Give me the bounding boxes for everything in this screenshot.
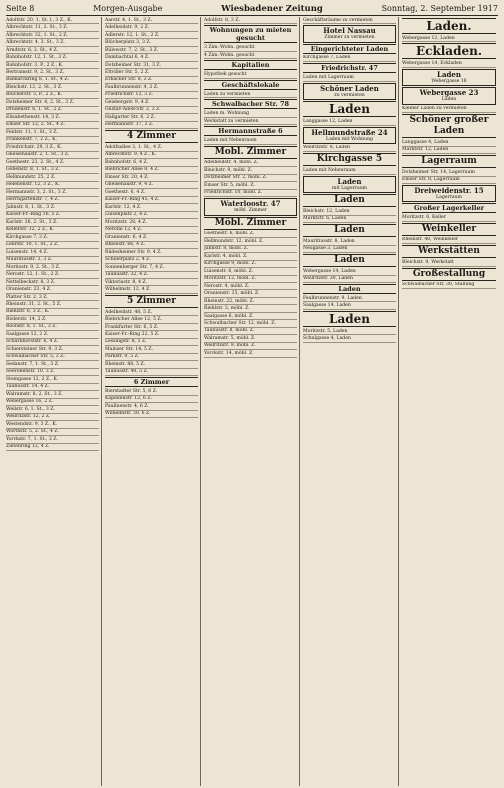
section-heading: Mobl. Zimmer: [204, 146, 297, 159]
classified-ad: Nettelbeckstr. 8, 3 Z.: [6, 279, 99, 286]
section-heading: Lagerraum: [402, 155, 496, 168]
classified-ad: Moritzstr. 5, Laden: [303, 328, 396, 335]
classified-ad: Kaiser-Fr.-Ring 45, 4 Z.: [105, 197, 198, 204]
classified-ad: Platter Str. 2, 3 Z.: [6, 294, 99, 301]
classified-ad: Herrngartenstr. 7, 4 Z.: [6, 197, 99, 204]
section-heading: Schöner großer Laden: [402, 114, 496, 138]
box-subtitle: mit Lagerraum: [331, 185, 368, 191]
classified-ad: Eltviller Str. 5, 2 Z.: [105, 69, 198, 76]
classified-ad: Erbacher Str. 8, 3 Z.: [105, 77, 198, 84]
section-heading: Laden: [303, 311, 396, 327]
section-heading: Laden.: [402, 18, 496, 34]
classified-ad: Albrechtstr. 32, 1. St., 2 Z.: [6, 32, 99, 39]
classified-ad: Bierstadter Str. 5, 6 Z.: [105, 388, 198, 395]
box-subtitle: Lagerraum: [436, 194, 462, 200]
classified-ad: Rheinstr. 88, 5 Z.: [105, 361, 198, 368]
ad-column: [303, 17, 399, 786]
classified-ad: Kaiser-Fr.-Ring 22, 5 Z.: [105, 331, 198, 338]
classified-ad: Blücherstr. 5, P., 2 Z., K.: [6, 92, 99, 99]
classified-ad: Oranienstr. 23, 4 Z.: [6, 286, 99, 293]
classified-ad: Schwalbacher Str. 5, 2 Z.: [6, 354, 99, 361]
classified-ad: Hallgarter Str. 6, 2 Z.: [105, 114, 198, 121]
classified-ad: Moritzstr. 6, Keller: [402, 214, 496, 221]
classified-ad: Hellmundstr. 25, 2 Z.: [6, 174, 99, 181]
classified-ad: Jahnstr. 8, möbl. Z.: [204, 246, 297, 253]
classified-ad: Webergasse 14, Eckladen: [402, 60, 496, 67]
classified-ad: Kirchgasse 9, möbl. Z.: [204, 261, 297, 268]
classified-ad: Moritzstr. 12, möbl. Z.: [204, 276, 297, 283]
classified-ad: Paulinenstr. 4, 6 Z.: [105, 403, 198, 410]
classified-ad: Jahnstr. 6, 1. St., 3 Z.: [6, 204, 99, 211]
section-heading: Schwalbacher Str. 78: [204, 99, 297, 109]
section-heading: Kirchgasse 5: [303, 153, 396, 166]
classified-ad: Sonnenberger Str. 7, 4 Z.: [105, 264, 198, 271]
classified-ad: Kapellenstr. 12, 6 Z.: [105, 396, 198, 403]
section-heading: Hermannstraße 6: [204, 126, 297, 136]
classified-ad: Göbenstr. 8, 1. St., 3 Z.: [6, 167, 99, 174]
classified-ad: Webergasse 16, 2 Z.: [6, 399, 99, 406]
classified-ad: Bleichstr. 12, Laden: [303, 208, 396, 215]
page-label: Seite 8: [6, 4, 35, 13]
section-heading: Eckladen.: [402, 43, 496, 59]
classified-ad: Luisenstr. 14, 4 Z.: [6, 249, 99, 256]
classified-ad: Kleiner Laden zu vermieten: [402, 106, 496, 113]
classified-ad: Sedanstr. 7, 1. St., 3 Z.: [6, 361, 99, 368]
classified-ad: Hermannstr. 17, 3 Z.: [105, 122, 198, 129]
classified-ad: Schwalbacher Str. 30, Stallung: [402, 282, 496, 289]
section-heading: 4 Zimmer: [105, 130, 198, 143]
classified-ad: Dotzheimer Str. 14, Lagerraum: [402, 169, 496, 176]
classified-ad: Adolfstr. 8, 3 Z.: [204, 17, 297, 24]
classified-ad: Geisbergstr. 9, 4 Z.: [105, 99, 198, 106]
classified-ad: Goethestr. 6, 4 Z.: [105, 189, 198, 196]
classified-ad: Saalgasse 14, Laden: [303, 302, 396, 309]
classified-ad: Emser Str. 20, 4 Z.: [105, 174, 198, 181]
classified-ad: Bertramstr. 9, 2. St., 3 Z.: [6, 69, 99, 76]
classified-ad: Werkstatt zu vermieten: [204, 118, 297, 125]
classified-ad: Hypothek gesucht: [204, 71, 297, 78]
classified-ad: Adelheidstr. 4, möbl. Z.: [204, 160, 297, 167]
classified-ad: Laden mit Nebenraum: [204, 137, 297, 144]
classified-ad: 4 Zim.-Wohn. gesucht: [204, 52, 297, 59]
classified-ad: Schulgasse 4, Laden: [303, 335, 396, 342]
classified-ad: Wellritzstr. 8, Laden: [303, 145, 396, 152]
classified-ad: Emser Str. 8, Lagerraum: [402, 177, 496, 184]
classified-ad: Scharnhorststr. 6, 4 Z.: [6, 339, 99, 346]
classified-ad: Walramstr. 8, 2. St., 3 Z.: [6, 391, 99, 398]
classified-ad: Webergasse 12, Laden: [402, 35, 496, 42]
classified-ad: Gustav-Adolf-Str. 2, 3 Z.: [105, 107, 198, 114]
box-title: Hotel Nassau: [323, 26, 376, 36]
ad-column: [105, 17, 201, 786]
classified-ad: Emser Str. 12, 2. St., 4 Z.: [6, 122, 99, 129]
box-title: Webergasse 23: [419, 88, 479, 98]
classified-ad: Bleichstr. 9, Werkstatt: [402, 259, 496, 266]
box-title: Laden: [337, 176, 362, 186]
classified-ad: Riehlstr. 6, 3 Z., K.: [6, 309, 99, 316]
section-heading: Werkstätten: [402, 245, 496, 258]
classified-ad: Karlstr. 4, möbl. Z.: [204, 253, 297, 260]
section-heading: Großer Lagerkeller: [402, 203, 496, 213]
section-heading: Friedrichstr. 47: [303, 63, 396, 73]
classified-ad: Feldstr. 11, 1. St., 3 Z.: [6, 129, 99, 136]
classified-ad: Mauritiusstr. 8, Laden: [303, 238, 396, 245]
classified-ad: Nerostr. 12, 1. St., 2 Z.: [6, 271, 99, 278]
classified-ad: Friedrichstr. 29, 3 Z., K.: [6, 144, 99, 151]
classified-ad: Bleichstr. 12, 2. St., 3 Z.: [6, 84, 99, 91]
classified-ad: Dotzheimer Str. 31, 3 Z.: [105, 62, 198, 69]
classified-ad: Oranienstr. 15, möbl. Z.: [204, 290, 297, 297]
classified-ad: Luisenplatz 2, 4 Z.: [105, 212, 198, 219]
classified-ad: Nerostr. 4, möbl. Z.: [204, 283, 297, 290]
section-heading: Großestallung: [402, 268, 496, 281]
box-subtitle: Zimmer zu vermieten: [324, 35, 375, 41]
classified-ad: Bahnhofstr. 12, 1. St., 3 Z.: [6, 54, 99, 61]
classified-ad: Schiersteiner Str. 9, 3 Z.: [6, 346, 99, 353]
ad-column: [402, 17, 498, 786]
classified-ad: Marktstr. 6, Laden: [303, 216, 396, 223]
classified-ad: Laden mit Lagerraum: [303, 74, 396, 81]
classified-ad: Marktstr. 12, Laden: [402, 147, 496, 154]
box-title: Hellmundstraße 24: [311, 127, 388, 137]
section-heading: Laden: [303, 224, 396, 237]
classified-ad: Bismarckring 8, 1. St., 4 Z.: [6, 77, 99, 84]
section-heading: Weinkeller: [402, 223, 496, 236]
classified-ad: Albrechtstr. 4, 3. St., 3 Z.: [6, 39, 99, 46]
classified-ad: Wellritzstr. 9, möbl. Z.: [204, 343, 297, 350]
section-heading: Wohnungen zu mieten gesucht: [204, 25, 297, 43]
classified-ad: Steingasse 12, 2 Z., K.: [6, 376, 99, 383]
box-title: Waterloostr. 47: [220, 199, 281, 209]
newspaper-title: Wiesbadener Zeitung: [221, 4, 323, 14]
box-subtitle: zu vermieten: [334, 92, 365, 98]
classified-ad: Dotzheimer Str. 8, 2. St., 3 Z.: [6, 99, 99, 106]
classified-ad: Geschäftsräume zu vermieten: [303, 17, 396, 24]
classified-ad: Hermannstr. 3, 2. St., 3 Z.: [6, 189, 99, 196]
classified-ad: Kirchgasse 7, Laden: [303, 55, 396, 62]
classified-ad: Aarstr. 4, 1. St., 3 Z.: [105, 17, 198, 24]
box-title: Laden: [437, 69, 461, 79]
classified-ad: Westendstr. 9, 3 Z., K.: [6, 421, 99, 428]
classified-ad: Yorckstr. 14, möbl. Z.: [204, 350, 297, 357]
ad-column: [6, 17, 102, 786]
classified-ad: Bahnhofstr. 6, 4 Z.: [105, 159, 198, 166]
classified-ad: Dambachtal 6, 4 Z.: [105, 54, 198, 61]
classified-ad: Luisenstr. 6, möbl. Z.: [204, 268, 297, 275]
classified-ad: Moritzstr. 9, 2. St., 3 Z.: [6, 264, 99, 271]
classified-ad: Goethestr. 23, 2. St., 4 Z.: [6, 159, 99, 166]
classified-ad: Adelheidstr. 48, 5 Z.: [105, 309, 198, 316]
classified-ad: Saalgasse 12, 2 Z.: [6, 331, 99, 338]
classified-ad: Langgasse 12, Laden: [303, 118, 396, 125]
classified-ad: Bleichstr. 9, möbl. Z.: [204, 167, 297, 174]
classified-ad: Neugasse 3, Laden: [303, 246, 396, 253]
classified-ad: Yorckstr. 7, 1. St., 3 Z.: [6, 436, 99, 443]
section-heading: 5 Zimmer: [105, 295, 198, 308]
classified-ad: Emser Str. 5, möbl. Z.: [204, 182, 297, 189]
classified-ad: Karlstr. 12, 4 Z.: [105, 204, 198, 211]
classified-ad: Kaiser-Fr.-Ring 16, 5 Z.: [6, 212, 99, 219]
issue-date: Sonntag, 2. September 1917: [381, 4, 498, 13]
classified-ad: Albrechtstr. 11, 2. St., 3 Z.: [6, 24, 99, 31]
boxed-advertisement: [303, 176, 396, 193]
section-heading: Möbl. Zimmer: [204, 217, 297, 230]
classified-ad: Adolfsallee 3, 1. St., 4 Z.: [105, 144, 198, 151]
classified-ad: Roonstr. 8, 1. St., 3 Z.: [6, 324, 99, 331]
classified-ad: Langgasse 4, Laden: [402, 139, 496, 146]
boxed-advertisement: [303, 127, 396, 144]
boxed-advertisement: [303, 25, 396, 42]
classified-ad: Röderstr. 14, 2 Z.: [6, 316, 99, 323]
classified-ad: Wilhelmstr. 12, 4 Z.: [105, 286, 198, 293]
classified-ad: Rheinstr. 40, Weinkeller: [402, 237, 496, 244]
masthead: [6, 3, 498, 16]
classified-ad: Taunusstr. 40, 5 Z.: [105, 369, 198, 376]
section-heading: Laden: [303, 194, 396, 207]
classified-ad: Lessingstr. 8, 5 Z.: [105, 339, 198, 346]
classified-ad: Taunusstr. 32, 4 Z.: [105, 272, 198, 279]
box-title: Dreiweidenstr. 15: [414, 185, 484, 195]
classified-ad: Riehlstr. 3, möbl. Z.: [204, 305, 297, 312]
classified-ad: Weilstr. 6, 1. St., 3 Z.: [6, 406, 99, 413]
classified-ad: Elisabethenstr. 14, 3 Z.: [6, 114, 99, 121]
box-subtitle: Webergasse 16: [431, 78, 467, 84]
classified-ad: Laden zu vermieten: [204, 91, 297, 98]
classified-ad: Schillerplatz 2, 4 Z.: [105, 257, 198, 264]
classified-ad: Taunusstr. 14, 4 Z.: [6, 384, 99, 391]
classified-ad: Adelheidstr. 9, 2 Z.: [105, 24, 198, 31]
boxed-advertisement: [402, 69, 496, 86]
classified-ad: Friedrichstr. 10, möbl. Z.: [204, 190, 297, 197]
box-subtitle: Laden mit Wohnung: [326, 136, 373, 142]
classified-ad: Kirchgasse 7, 3 Z.: [6, 234, 99, 241]
classified-ad: Nerotal 12, 4 Z.: [105, 227, 198, 234]
ad-column: [204, 17, 300, 786]
classified-ad: Taunusstr. 8, möbl. Z.: [204, 328, 297, 335]
section-heading: Laden: [303, 101, 396, 117]
boxed-advertisement: [303, 83, 396, 100]
box-subtitle: Laden: [441, 97, 457, 103]
classified-ad: Hellmundstr. 12, möbl. Z.: [204, 238, 297, 245]
classified-ad: Bahnhofstr. 3, P., 2 Z., K.: [6, 62, 99, 69]
boxed-advertisement: [204, 198, 297, 215]
classified-ad: Saalgasse 6, möbl. Z.: [204, 313, 297, 320]
classified-ad: Rheinstr. 22, möbl. Z.: [204, 298, 297, 305]
box-subtitle: möbl. Zimmer: [234, 208, 267, 214]
section-heading: Geschäftslokale: [204, 80, 297, 90]
classified-ad: Wilhelmstr. 30, 6 Z.: [105, 411, 198, 418]
classified-ad: Kellerstr. 12, 2 Z., K.: [6, 227, 99, 234]
classified-ad: Frankfurter Str. 6, 5 Z.: [105, 324, 198, 331]
classified-ad: Drudenstr. 6, 1. St., 2 Z.: [6, 107, 99, 114]
classified-ad: Gneisenaustr. 9, 4 Z.: [105, 182, 198, 189]
classified-ad: Rheinstr. 66, 4 Z.: [105, 242, 198, 249]
classified-ad: Helenenstr. 12, 3 Z., K.: [6, 182, 99, 189]
classified-ad: 3 Zim.-Wohn. gesucht: [204, 44, 297, 51]
classified-ad: Faulbrunnenstr. 9, Laden: [303, 295, 396, 302]
classified-ad: Friedrichstr. 12, 3 Z.: [105, 92, 198, 99]
classified-ad: Dotzheimer Str. 2, möbl. Z.: [204, 175, 297, 182]
section-heading: Kapitalien: [204, 60, 297, 70]
classified-ad: Laden mit Nebenraum: [303, 167, 396, 174]
classified-ad: Wellritzstr. 12, 2 Z.: [6, 414, 99, 421]
classified-ad: Viktoriastr. 8, 4 Z.: [105, 279, 198, 286]
section-heading: Laden: [303, 284, 396, 294]
classified-ad: Biebricher Allee 8, 4 Z.: [105, 167, 198, 174]
classified-ad: Rüdesheimer Str. 9, 4 Z.: [105, 249, 198, 256]
section-heading: Eingerichteter Laden: [303, 44, 396, 54]
classified-ad: Karlstr. 38, 2. St., 3 Z.: [6, 219, 99, 226]
classified-ad: Gneisenaustr. 2, 1. St., 3 Z.: [6, 152, 99, 159]
classified-ad: Zietenring 12, 4 Z.: [6, 444, 99, 451]
classified-ad: Adlerstr. 12, 1. St., 2 Z.: [105, 32, 198, 39]
classified-ad: Moritzstr. 28, 4 Z.: [105, 219, 198, 226]
classified-ad: Laden m. Wohnung: [204, 110, 297, 117]
classified-ad: Seerobenstr. 10, 3 Z.: [6, 369, 99, 376]
section-heading: 6 Zimmer: [105, 377, 198, 387]
edition-label: Morgen-Ausgabe: [93, 4, 163, 13]
classified-ad: Rheinstr. 31, 2. St., 5 Z.: [6, 301, 99, 308]
classified-ad: Faulbrunnenstr. 4, 2 Z.: [105, 84, 198, 91]
classified-ad: Lehrstr. 10, 1. St., 2 Z.: [6, 242, 99, 249]
classified-ad: Goethestr. 6, möbl. Z.: [204, 231, 297, 238]
classified-ad: Bülowstr. 7, 2. St., 3 Z.: [105, 47, 198, 54]
classified-ad: Mauritiusstr. 3, 3 Z.: [6, 257, 99, 264]
classified-ad: Blücherplatz 3, 3 Z.: [105, 39, 198, 46]
classified-ad: Frankenstr. 7, 2 Z., K.: [6, 137, 99, 144]
ad-columns: [6, 17, 498, 786]
classified-ad: Webergasse 14, Laden: [303, 268, 396, 275]
section-heading: Laden: [303, 254, 396, 267]
boxed-advertisement: [402, 87, 496, 104]
classified-ad: Oranienstr. 6, 4 Z.: [105, 234, 198, 241]
classified-ad: Mainzer Str. 14, 5 Z.: [105, 346, 198, 353]
classified-ad: Biebricher Allee 12, 5 Z.: [105, 316, 198, 323]
box-title: Schöner Laden: [320, 83, 379, 93]
classified-ad: Wellritzstr. 20, Laden: [303, 276, 396, 283]
classified-ad: Albrechtstr. 9, 4 Z., K.: [105, 152, 198, 159]
classified-ad: Arndtstr. 6, 2. St., 4 Z.: [6, 47, 99, 54]
classified-ad: Wörthstr. 5, 2. St., 4 Z.: [6, 429, 99, 436]
classified-ad: Adolfstr. 20, 1. St. l., 3 Z., K.: [6, 17, 99, 24]
classified-ad: Schwalbacher Str. 12, möbl. Z.: [204, 320, 297, 327]
classified-ad: Parkstr. 9, 5 Z.: [105, 354, 198, 361]
boxed-advertisement: [402, 185, 496, 202]
classified-ad: Walramstr. 5, möbl. Z.: [204, 335, 297, 342]
